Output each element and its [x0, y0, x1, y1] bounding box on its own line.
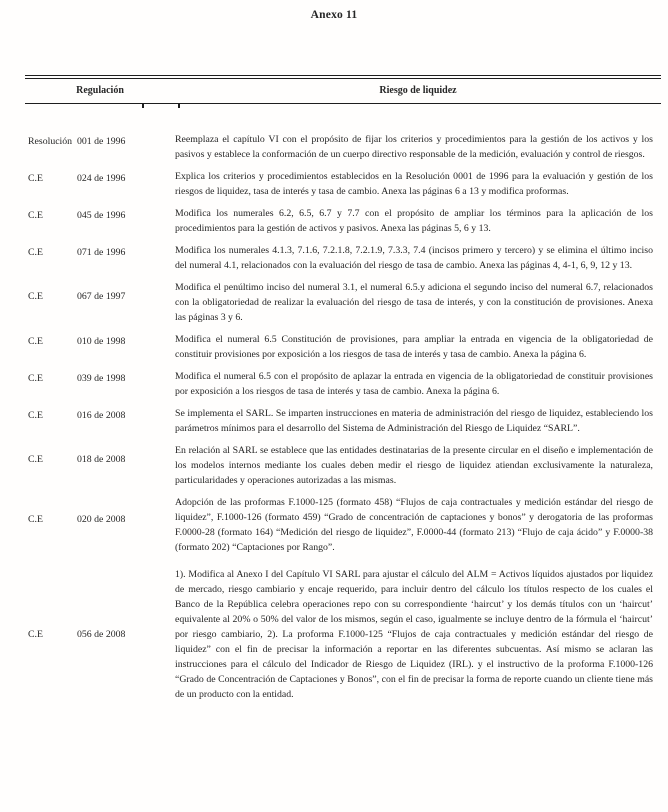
regulation-number-label: 056 de 2008 [77, 629, 126, 640]
table-row [25, 243, 661, 273]
regulation-cell [25, 247, 175, 258]
regulation-description: Modifica el numeral 6.5 Constitución de provisiones, para ampliar la entrada en vigencia de la obligatoriedad de constituir provisiones por exposición a los riesgos de tasa de interés y tasa de cambio. Anexa la página 6. [175, 334, 653, 360]
regulation-description: Modifica los numerales 4.1.3, 7.1.6, 7.2.1.8, 7.2.1.9, 7.3.3, 7.4 (incisos primero y tercero) y se elimina el último inciso del numeral 4.1, relacionados con la evaluación del riesgo de tasa de cambio. Anexa las páginas 4, 4-1, 6, 9, 12 y 13. [175, 245, 653, 271]
table-row [25, 567, 661, 702]
table-row [25, 132, 661, 162]
regulation-org-label: C.E [28, 291, 43, 302]
regulation-cell [25, 410, 175, 421]
regulation-number-label: 067 de 1997 [77, 291, 126, 302]
table-row [25, 369, 661, 399]
regulation-org-label: Resolución [28, 135, 73, 147]
regulation-number-label: 001 de 1996 [77, 135, 126, 147]
regulation-description: Reemplaza el capítulo VI con el propósito de fijar los criterios y procedimientos para la gestión de los activos y los pasivos y establece la conformación de un cuerpo directivo responsable de la medición, evaluación y control de riesgos. [175, 134, 653, 160]
regulation-org-label: C.E [28, 629, 43, 640]
regulation-table [25, 75, 661, 709]
regulation-cell [25, 136, 175, 147]
table-header-row [25, 79, 661, 103]
regulation-cell [25, 291, 175, 302]
table-row [25, 495, 661, 555]
regulation-org-label: C.E [28, 172, 43, 184]
regulation-description: Modifica el numeral 6.5 con el propósito de aplazar la entrada en vigencia de la obligatoriedad de constituir provisiones por exposición a los riesgos de tasa de interés y tasa de cambio. Anexa la página 6. [175, 371, 653, 397]
regulation-number-label: 045 de 1996 [77, 209, 126, 221]
regulation-org-label: C.E [28, 246, 43, 258]
regulation-cell [25, 373, 175, 384]
regulation-org-label: C.E [28, 209, 43, 221]
table-body [25, 104, 661, 702]
header-bottom-rule [25, 103, 661, 104]
regulation-cell [25, 454, 175, 465]
table-row [25, 206, 661, 236]
regulation-org-label: C.E [28, 513, 43, 525]
regulation-description: 1). Modifica al Anexo I del Capítulo VI SARL para ajustar el cálculo del ALM = Activos líquidos ajustados por liquidez de mercado, riesgo cambiario y encaje requerido, para incluir dentro del cálculo los títulos respecto de los cuales el Banco de la República celebra operaciones repo con su correspondiente ‘haircut’ y los demás títulos con un ‘haircut’ equivalente al 20% o 50% del valor de los mismos, según el caso, igualmente se incluye dentro de la fórmula el ‘haircut’ por riesgo cambiario, 2). La proforma F.1000-125 “Flujos de caja contractuales y medición estándar del riesgo de liquidez” con el fin de precisar la información a reportar en las diferentes subcuentas. Así mismo se aclaran las instrucciones para el cálculo del Indicador de Riesgo de Liquidez (IRL). y el instructivo de la proforma F.1000-126 “Grado de Concentración de Captaciones y Bonos”, con el fin de precisar la forma de reporte cuando un cliente tiene más de un producto con la entidad. [175, 569, 653, 700]
table-row [25, 443, 661, 488]
regulation-number-label: 024 de 1996 [77, 172, 126, 184]
column-header-regulacion: Regulación [76, 85, 124, 96]
column-tick [142, 104, 144, 108]
table-row [25, 406, 661, 436]
regulation-number-label: 016 de 2008 [77, 409, 126, 421]
regulation-org-label: C.E [28, 409, 43, 421]
table-row [25, 332, 661, 362]
regulation-org-label: C.E [28, 454, 43, 465]
regulation-description: Explica los criterios y procedimientos establecidos en la Resolución 0001 de 1996 para la evaluación y gestión de los riesgos de liquidez, tasa de interés y tasa de cambio. Anexa las páginas 6 a 13 y modifica proformas. [175, 171, 653, 197]
column-header-riesgo-de-liquidez: Riesgo de liquidez [379, 85, 457, 96]
regulation-number-label: 018 de 2008 [77, 454, 126, 465]
regulation-number-label: 020 de 2008 [77, 513, 126, 525]
regulation-number-label: 010 de 1998 [77, 335, 126, 347]
regulation-cell [25, 210, 175, 221]
regulation-cell [25, 629, 175, 640]
table-row [25, 280, 661, 325]
regulation-number-label: 039 de 1998 [77, 372, 126, 384]
table-row [25, 169, 661, 199]
regulation-description: En relación al SARL se establece que las entidades destinatarias de la presente circular en el diseño e implementación de los modelos internos mediante los cuales deben medir el riesgo de liquidez atiendan exclusivamente la naturaleza, particularidades y operaciones autorizadas a las mismas. [175, 445, 653, 486]
column-tick [178, 104, 180, 108]
regulation-description: Modifica los numerales 6.2, 6.5, 6.7 y 7.7 con el propósito de ampliar los términos para la aplicación de los procedimientos para la gestión de activos y pasivos. Anexa las páginas 5, 6 y 13. [175, 208, 653, 234]
regulation-org-label: C.E [28, 372, 43, 384]
regulation-description: Se implementa el SARL. Se imparten instrucciones en materia de administración del riesgo de liquidez, estableciendo los parámetros mínimos para el desarrollo del Sistema de Administración del Riesgo de Liquidez “SARL”. [175, 408, 653, 434]
regulation-number-label: 071 de 1996 [77, 246, 126, 258]
regulation-description: Modifica el penúltimo inciso del numeral 3.1, el numeral 6.5.y adiciona el segundo inciso del numeral 6.7, relacionados con la obligatoriedad de realizar la evaluación del riesgo de tasa de interés, y con la constitución de provisiones. Anexa las páginas 3 y 6. [175, 282, 653, 323]
regulation-cell [25, 336, 175, 347]
regulation-cell [25, 173, 175, 184]
page-title: Anexo 11 [310, 9, 358, 21]
regulation-description: Adopción de las proformas F.1000-125 (formato 458) “Flujos de caja contractuales y medición estándar del riesgo de liquidez”, F.1000-126 (formato 459) “Grado de concentración de captaciones y bonos” y derogatoria de las proformas F.0000-28 (formato 164) “Medición del riesgo de liquidez”, F.0000-44 (formato 213) “Flujo de caja ácido” y F.0000-38 (formato 202) “Captaciones por Rango”. [175, 497, 653, 553]
regulation-org-label: C.E [28, 335, 43, 347]
regulation-cell [25, 514, 175, 525]
